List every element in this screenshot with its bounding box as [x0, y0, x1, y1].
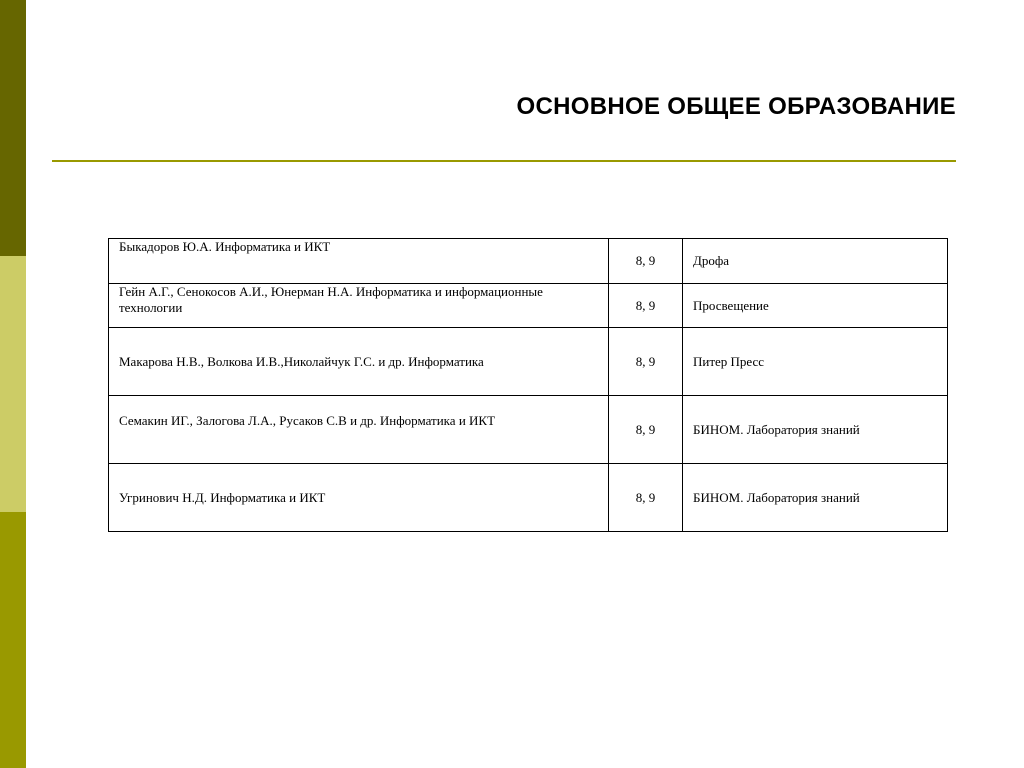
table-row [109, 464, 948, 532]
grades-cell: 8, 9 [609, 396, 683, 464]
title-underline [52, 160, 956, 162]
book-title-cell: Семакин ИГ., Залогова Л.А., Русаков С.В и др. Информатика и ИКТ [109, 396, 609, 464]
table-row [109, 239, 948, 284]
publisher-cell: Питер Пресс [683, 328, 948, 396]
table-row [109, 328, 948, 396]
grades-cell: 8, 9 [609, 328, 683, 396]
side-bar-middle-segment [0, 256, 26, 512]
publisher-cell: Дрофа [683, 239, 948, 284]
grades-cell: 8, 9 [609, 284, 683, 328]
table-row [109, 284, 948, 328]
book-title-cell: Быкадоров Ю.А. Информатика и ИКТ [109, 239, 609, 284]
publisher-cell: Просвещение [683, 284, 948, 328]
grades-cell: 8, 9 [609, 464, 683, 532]
side-bar-bottom-segment [0, 512, 26, 768]
book-title-cell: Угринович Н.Д. Информатика и ИКТ [109, 464, 609, 532]
book-title-cell: Макарова Н.В., Волкова И.В.,Николайчук Г.С. и др. Информатика [109, 328, 609, 396]
side-bar-top-segment [0, 0, 26, 256]
textbook-table [108, 238, 948, 532]
publisher-cell: БИНОМ. Лаборатория знаний [683, 464, 948, 532]
book-title-cell: Гейн А.Г., Сенокосов А.И., Юнерман Н.А. Информатика и информационные технологии [109, 284, 609, 328]
grades-cell: 8, 9 [609, 239, 683, 284]
table-row [109, 396, 948, 464]
slide-title: ОСНОВНОЕ ОБЩЕЕ ОБРАЗОВАНИЕ [516, 93, 956, 120]
publisher-cell: БИНОМ. Лаборатория знаний [683, 396, 948, 464]
